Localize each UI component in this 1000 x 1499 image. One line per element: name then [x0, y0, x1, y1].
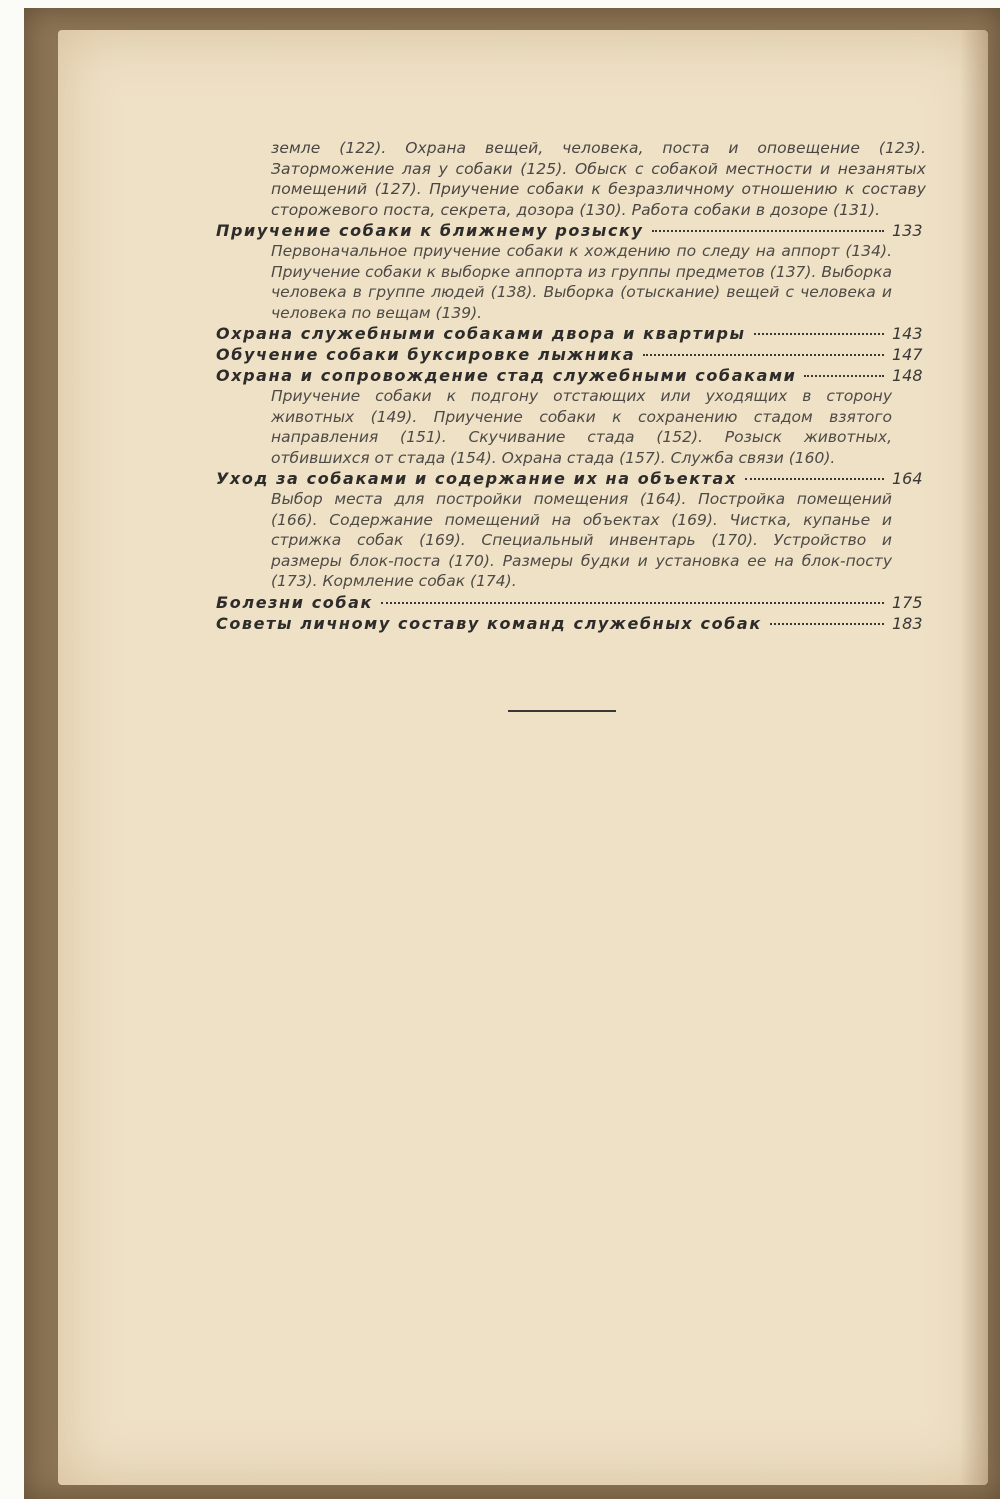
toc-entry-description: Выбор места для постройки помещения (164). Постройка помещений (166). Содержание помещений на объектах (169). Чистка, купанье и стрижка собак (169). Специальный инвентарь (170). Устройство и размеры блок-поста (170). Размеры будки и установка ее на блок-посту (173). Кормление собак (174).	[271, 490, 892, 590]
toc-entry-page: 148	[892, 366, 923, 385]
toc-entry	[216, 365, 926, 386]
toc-entry-description: Первоначальное приучение собаки к хождению по следу на аппорт (134). Приучение собаки к выборке аппорта из группы предметов (137). Выборка человека в группе людей (138). Выборка (отыскание) вещей с человека и человека по вещам (139).	[271, 242, 892, 322]
toc-entry-page: 147	[892, 345, 923, 364]
end-rule-divider	[508, 710, 616, 712]
dot-leader	[652, 230, 884, 232]
toc-entry-title: Охрана и сопровождение стад служебными собаками	[216, 366, 797, 385]
toc-entry	[216, 323, 926, 344]
dot-leader	[643, 354, 884, 356]
toc-entry-description: Приучение собаки к подгону отстающих или уходящих в сторону животных (149). Приучение собаки к сохранению стадом взятого направления (151). Скучивание стада (152). Розыск животных, отбившихся от стада (154). Охрана стада (157). Служба связи (160).	[271, 387, 892, 467]
toc-entry-page: 133	[892, 221, 923, 240]
toc-entry-page: 164	[892, 469, 923, 488]
toc-entry-page: 175	[892, 592, 923, 612]
toc-entry-title: Болезни собак	[216, 592, 373, 612]
toc-entry-page: 143	[892, 324, 923, 343]
dot-leader	[745, 478, 884, 480]
toc-entry-title: Охрана служебными собаками двора и квартиры	[216, 324, 746, 343]
toc-entry-title: Советы личному составу команд служебных собак	[216, 613, 762, 633]
toc-entry	[216, 592, 926, 613]
toc-entry	[216, 344, 926, 365]
toc-entry	[216, 220, 926, 241]
toc-entry-title: Обучение собаки буксировке лыжника	[216, 345, 636, 364]
dot-leader	[754, 333, 884, 335]
dot-leader	[770, 623, 884, 625]
toc-entry	[216, 468, 926, 489]
dot-leader	[804, 375, 884, 377]
toc-entry-title: Уход за собаками и содержание их на объектах	[216, 469, 737, 488]
toc-entry-title: Приучение собаки к ближнему розыску	[216, 221, 644, 240]
toc-entry-page: 183	[892, 613, 923, 633]
toc-entry	[216, 613, 926, 634]
toc-continuation-text: земле (122). Охрана вещей, человека, поста и оповещение (123). Заторможение лая у собаки (125). Обыск с собакой местности и незанятых помещений (127). Приучение собаки к безразличному отношению к составу сторожевого поста, секрета, дозора (130). Работа собаки в дозоре (131).	[271, 139, 926, 219]
dot-leader	[381, 602, 884, 604]
table-of-contents	[216, 138, 926, 634]
